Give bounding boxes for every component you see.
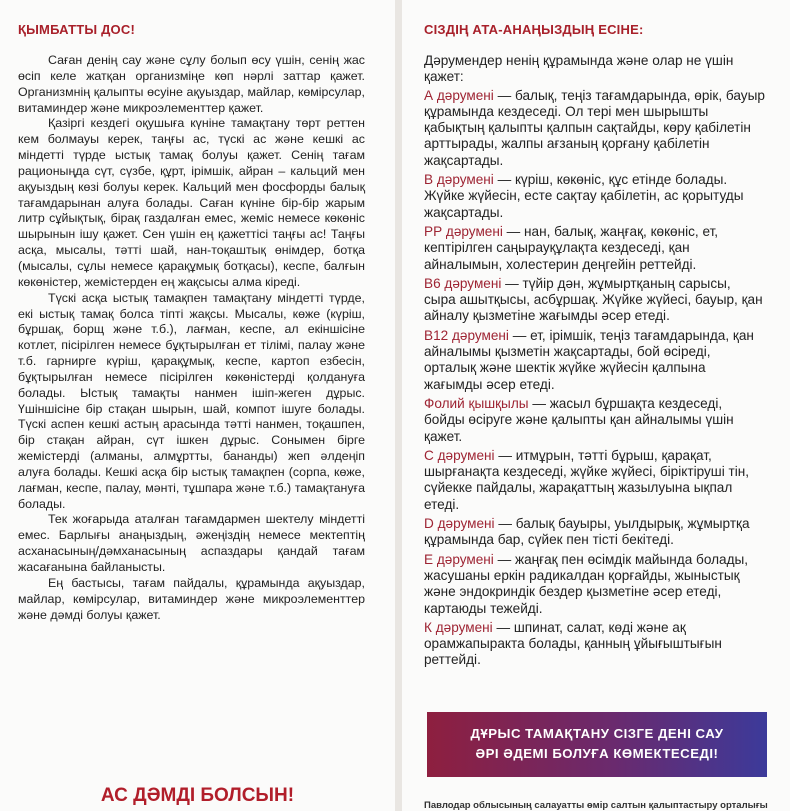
paragraph-3: Түскі асқа ыстық тамақпен тамақтану міндетті түрде, екі ыстық тамақ болса тіпті жақсы. Мысалы, көже (күріш, бұршақ, борщ және т.б.), лағман, кеспе, ал екіншісіне котлет, пісірілген немесе бұқтырылған ет тілімі, палау және т.б. гарнирге күріш, қарақұмық, кеспе, картоп езбесін, бұқтырылған немесе пісірілген көкөністерді қолдануға болады. Ыстық тамақты нанмен ішіп-жеген дұрыс. Үшіншісіне бір стақан шырын, шай, компот ішуге болады. Түскі аспен кешкі астың арасында тәтті нанмен, тоқашпен, бір стақан айран, сүт ішкен дұрыс. Сонымен бірге жемістерді (алманы, алмұртты, бананды) жеп әлдеңіп алуға болады. Кешкі асқа бір ыстық тамақпен (сорпа, көже, лағман, кеспе, палау, мәнті, тұшпара және т.б.) тамақтануға болады. xyxy=(18,290,365,511)
vitamin-text: — күріш, көкөніс, құс етінде болады. Жүйке жүйесін, есте сақтау қабілетін, ас қорытуды жақсартады. xyxy=(424,172,744,220)
banner-line-2: ӘРІ ӘДЕМІ БОЛУҒА КӨМЕКТЕСЕДІ! xyxy=(475,746,719,761)
vitamin-text: — балық бауыры, уылдырық, жұмыртқа құрамында бар, сүйек пен тісті бекітеді. xyxy=(424,516,750,548)
vitamin-name: РР дәрумені xyxy=(424,223,503,239)
vitamin-b xyxy=(424,172,766,221)
vitamin-text: — жаңғақ пен өсімдік майында болады, жасушаны еркін радикалдан қорғайды, жыныстық және эндокриндік бездер қызметіне әсер етеді, картаюды тежейді. xyxy=(424,551,749,616)
slogan-banner xyxy=(427,712,767,777)
banner-line-1: ДҰРЫС ТАМАҚТАНУ СІЗГЕ ДЕНІ САУ xyxy=(470,726,724,741)
vitamin-name: К дәрумені xyxy=(424,619,493,635)
vitamin-name: С дәрумені xyxy=(424,447,495,463)
vitamin-name: D дәрумені xyxy=(424,516,495,532)
vitamin-c xyxy=(424,448,766,513)
left-heading: ҚЫМБАТТЫ ДОС! xyxy=(18,22,135,37)
vitamin-k xyxy=(424,620,766,669)
vitamin-name: Фолий қышқылы xyxy=(424,395,529,411)
paragraph-1: Саған денің сау және сұлу болып өсу үшін, сенің жас өсіп келе жатқан организміңе көп нәрлі заттар қажет. Организмнің қалыпты өсуіне ақуыздар, майлар, көмірсулар, витаминдер және микроэлементтер қажет. xyxy=(18,53,365,115)
vitamin-text: — нан, балық, жаңғақ, көкөніс, ет, кептірілген саңырауқұлақта кездеседі, қан айналымын, холестерин деңгейін реттейді. xyxy=(424,223,719,272)
closing-slogan: АС ДӘМДІ БОЛСЫН! xyxy=(100,785,295,806)
vitamin-text: — балық, теңіз тағамдарында, өрік, бауыр құрамында кездеседі. Ол тері мен шырышты қабықтың қалыпты қалпын сақтайды, көру қабілетін арттырады, жалпы ағзаның қорғану қабілетін жақсартады. xyxy=(424,87,765,168)
vitamin-text: — итмұрын, тәтті бұрыш, қарақат, шырғанақта кездеседі, жүйке жүйесі, біріктіруші тін, сүйекке пайдалы, жарақаттың жазылуына ықпал етеді. xyxy=(424,447,750,512)
paragraph-2: Қазіргі кездегі оқушыға күніне тамақтану төрт реттен кем болмауы керек, таңғы ас, түскі ас және кешкі ас міндетті түрде ыстық тамақ болуы қажет. Сенің тағам рационыңда сүт, сүзбе, құрт, ірімшік, айран – кальций мен ақуыздың көзі болуы керек. Кальций мен фосфорды балық тағамдарынан алуға болады. Саған күніне бір-бір жарым литр сұйықтық, бірақ газдалған емес, жеміс немесе көкөніс шырынын ішу қажет. Сен үшін ең қажеттісі таңғы ас! Таңғы асқа, мысалы, тәтті шай, нан-тоқаштық өнімдер, ботқа (мысалы, сұлы немесе қарақұмық ботқасы), кеспе, балғын көкөністер, жемістерден ең жақсысы алма кіреді. xyxy=(18,116,365,289)
vitamin-b6 xyxy=(424,276,766,325)
right-column xyxy=(402,0,790,811)
paragraph-5: Ең бастысы, тағам пайдалы, құрамында ақуыздар, майлар, көмірсулар, витаминдер және микроэлементтер және дәмді болуы қажет. xyxy=(18,575,365,622)
vitamin-text: — жасыл бұршақта кездеседі, бойды өсіруге және қалыпты қан айналымы үшін қажет. xyxy=(424,395,734,444)
vitamins-intro: Дәрумендер ненің құрамында және олар не үшін қажет: xyxy=(424,53,734,85)
vitamin-d xyxy=(424,516,766,549)
vitamin-name: В12 дәрумені xyxy=(424,327,509,343)
paragraph-4: Тек жоғарыда аталған тағамдармен шектелу міндетті емес. Барлығы анаңыздың, әжеңіздің немесе мектептің асханасының/дәмханасының аспаздары қандай тағам жасағанына байланысты. xyxy=(18,512,365,574)
column-divider xyxy=(395,0,402,811)
vitamin-text: — түйір дән, жұмыртқаның сарысы, сыра ашытқысы, асбұршақ. Жүйке жүйесі, бауыр, қан айналу қызметіне жағымды әсер етеді. xyxy=(424,275,763,324)
vitamin-pp xyxy=(424,224,766,273)
vitamin-text: — шпинат, салат, көді және ақ орамжапыракта болады, қанның ұйығыштығын реттейді. xyxy=(424,619,722,668)
folic-acid xyxy=(424,396,766,445)
vitamin-name: В дәрумені xyxy=(424,172,494,188)
vitamin-name: В6 дәрумені xyxy=(424,275,502,291)
publisher-footer: Павлодар облысының салауатты өмір салтын қалыптастыру орталығы xyxy=(424,800,768,811)
vitamin-name: А дәрумені xyxy=(424,87,494,103)
vitamin-name: Е дәрумені xyxy=(424,551,494,567)
vitamin-b12 xyxy=(424,328,766,393)
vitamin-a xyxy=(424,88,766,169)
right-heading: СІЗДІҢ АТА-АНАҢЫЗДЫҢ ЕСІНЕ: xyxy=(424,22,644,37)
vitamin-e xyxy=(424,552,766,617)
vitamin-text: — ет, ірімшік, теңіз тағамдарында, қан айналымы қызметін жақсартады, бой өсіреді, орталық және шектік жүйке жүйесін қалпына жағымды әсер етеді. xyxy=(424,327,754,392)
